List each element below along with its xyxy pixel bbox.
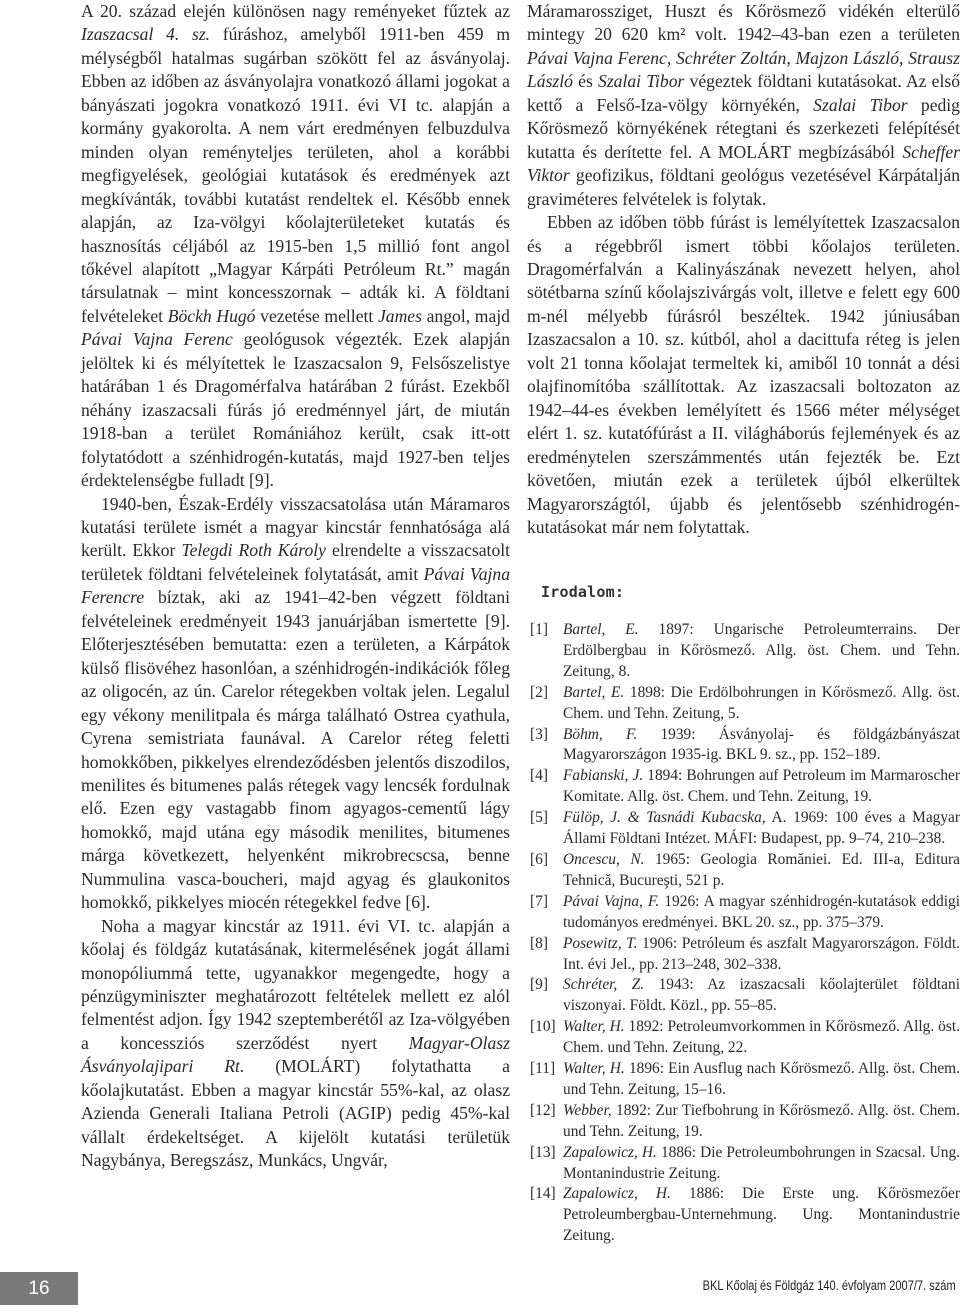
reference-number: [2] [530, 683, 548, 701]
italic-name: James [377, 305, 422, 326]
text-run: végeztek földtani kutatásokat. Az első kettő a Felső-Iza-völgy környékén, [527, 71, 960, 115]
reference-author: Posewitz, T. [563, 934, 638, 952]
journal-footer: BKL Kőolaj és Földgáz 140. évfolyam 2007/7. szám [702, 1278, 956, 1293]
reference-number: [5] [530, 809, 548, 827]
text-run: fúráshoz, amelyből 1911-ben 459 m mélységből hatalmas sugárban szökött fel az ásványolaj. Ebben az időben az ásványolajra vonatkozó állami jogokat a bányászati jogokra vonatkozó 1911. évi VI tc. alapján a kormány gyakorolta. A nem várt eredményen felbuzdulva minden olyan reményteljes területen, ahol a korábbi megfigyelések, geológiai kutatások és eredmények azt megkívánták, további kutatást rendeltek el. Később ennek alapján, az Iza-völgyi kőolajterületeket kutatás és hasznosítás céljából az 1915-ben 1,5 millió font angol tőkével alapított „Magyar Kárpáti Petróleum Rt.” magán társulatnak – mint koncesszornak – adták ki. A földtani felvételeket [81, 24, 511, 326]
reference-item [530, 892, 960, 934]
reference-text [563, 975, 960, 1017]
reference-text [563, 1143, 960, 1185]
reference-number: [9] [530, 976, 548, 994]
reference-author: Walter, H. [563, 1060, 625, 1078]
reference-item [530, 1101, 960, 1143]
text-run: 1940-ben, Észak-Erdély visszacsatolása után Máramaros kutatási területe ismét a magyar kincstár fennhatósága alá került. Ekkor [81, 493, 510, 561]
italic-name: Böckh Hugó [167, 305, 256, 326]
text-run: geológusok végezték. Ezek alapján jelöltek ki és mélyítettek le Izaszacsalon 9, Felsőszelistye határában 1 és Dragomérfalva határában 2 fúrást. Ezekből néhány izaszacsali fúrás jó eredménnyel járt, de miután 1918-ban a terület Romániához került, csak itt-ott folytatódott a szénhidrogén-kutatás, majd 1927-ben teljes érdektelenségbe fulladt [9]. [81, 329, 510, 491]
paragraph [81, 0, 510, 493]
reference-author: Fabianski, J. [563, 767, 644, 785]
reference-number: [12] [530, 1101, 556, 1119]
reference-item [530, 850, 960, 892]
italic-name: Szalai Tibor [598, 71, 685, 92]
italic-name: Izaszacsal 4. sz. [81, 24, 211, 45]
reference-text [563, 892, 960, 934]
reference-text [563, 1059, 960, 1101]
reference-author: Walter, H. [563, 1018, 625, 1036]
reference-text [563, 725, 960, 767]
reference-details: 1943: Az izaszacsali kőolajterület földtani viszonyai. Földt. Közl., pp. 55–85. [563, 976, 960, 1015]
italic-name: Pávai Vajna Ferenc, Schréter Zoltán, Majzon László, Strausz László [527, 47, 960, 92]
reference-item [530, 766, 960, 808]
reference-author: Zapalowicz, H. [563, 1143, 657, 1161]
text-run: elrendelte a visszacsatolt területek földtani felvételeinek folytatását, amit [81, 540, 511, 584]
reference-details: 1886: Die Erste ung. Kőrösmezőer Petroleumbergbau-Unternehmung. Ung. Montanindustrie Zeitung. [563, 1185, 960, 1245]
reference-author: Zapalowicz, H. [563, 1185, 671, 1203]
italic-name: Magyar-Olasz Ásványolajipari Rt. [81, 1032, 510, 1077]
reference-author: Oncescu, N. [563, 850, 645, 868]
page-number: 16 [0, 1272, 78, 1305]
reference-item [530, 1184, 960, 1247]
reference-text [563, 1184, 960, 1247]
reference-number: [11] [530, 1060, 556, 1078]
reference-details: 1906: Petróleum és aszfalt Magyarországon. Földt. Int. évi Jel., pp. 213–248, 302–338. [563, 934, 960, 973]
text-run: vezetése mellett [255, 305, 378, 326]
reference-author: Böhm, F. [563, 725, 638, 743]
reference-details: 1896: Ein Ausflug nach Kőrösmező. Allg. öst. Chem. und Tehn. Zeitung, 15–16. [563, 1060, 960, 1098]
reference-details: 1886: Die Petroleumbohrungen in Szacsal. Ung. Montanindustrie Zeitung. [563, 1143, 960, 1182]
reference-author: Pávai Vajna, F. [563, 892, 660, 910]
text-run: (MOLÁRT) folytathatta a kőolajkutatást. Ebben a magyar kincstár 55%-kal, az olasz Azienda Generali Italiana Petroli (AGIP) pedig 45%-kal vállalt érdekeltséget. A kijelölt kutatási területük Nagybánya, Beregszász, Munkács, Ungvár, [81, 1056, 510, 1171]
reference-item [530, 683, 960, 725]
italic-name: Pávai Vajna Ferencre [81, 563, 510, 608]
reference-number: [13] [530, 1143, 556, 1161]
italic-name: Telegdi Roth Károly [181, 540, 326, 561]
reference-details: 1965: Geologia Romăniei. Ed. III-a, Editura Tehnică, Bucureşti, 521 p. [563, 850, 960, 889]
left-column [81, 0, 510, 1173]
reference-number: [1] [530, 621, 548, 638]
text-run: angol, majd [421, 305, 510, 326]
paragraph [527, 211, 960, 539]
reference-item [530, 1143, 960, 1185]
reference-list [530, 620, 960, 1247]
text-run: Máramarossziget, Huszt és Kőrösmező vidékén elterülő mintegy 20 620 km² volt. 1942–43-ban ezen a területen [527, 1, 960, 45]
text-run: Noha a magyar kincstár az 1911. évi VI. tc. alapján a kőolaj és földgáz kutatásának, kitermelésének jogát állami monopóliummá tette, ugyanakkor megengedte, hogy a pénzügyminiszter meghatározott feltételek mellett ez alól felmentést adjon. Így 1942 szeptemberétől az Iza-völgyében a koncessziós szerződést nyert [81, 915, 510, 1053]
reference-text [563, 683, 960, 725]
reference-details: 1897: Ungarische Petroleumterrains. Der Erdölbergbau in Kőrösmező. Allg. öst. Chem. und Tehn. Zeitung, 8. [563, 621, 960, 680]
reference-text [563, 1101, 960, 1143]
reference-details: 1898: Die Erdölbohrungen in Kőrösmező. Allg. öst. Chem. und Tehn. Zeitung, 5. [563, 683, 960, 722]
reference-author: Schréter, Z. [563, 976, 645, 994]
reference-details: , A. 1969: 100 éves a Magyar Állami Földtani Intézet. MÁFI: Budapest, pp. 9–74, 210–238. [563, 809, 960, 848]
reference-item [530, 808, 960, 850]
text-run: és [572, 71, 599, 92]
reference-author: Webber, [563, 1101, 612, 1119]
reference-item [530, 975, 960, 1017]
reference-author: Bartel, E. [563, 621, 639, 638]
paragraph [527, 0, 960, 211]
reference-details: 1894: Bohrungen auf Petroleum im Marmaroscher Komitate. Allg. öst. Chem. und Tehn. Zeitung, 19. [563, 767, 960, 806]
references-heading: Irodalom: [541, 583, 625, 601]
reference-item [530, 1059, 960, 1101]
reference-item [530, 620, 960, 683]
reference-number: [7] [530, 892, 548, 910]
reference-item [530, 1017, 960, 1059]
reference-number: [10] [530, 1018, 556, 1036]
reference-text [563, 934, 960, 976]
text-run: bíztak, aki az 1941–42-ben végzett földtani felvételeinek eredményeit 1943 januárjában ismertette [9]. Előterjesztésében bemutatta: ezen a területen, a Kárpátok külső flisövéhez hasonlóan, a szénhidrogén-indikációk főleg az oligocén, az ún. Carelor rétegekben voltak jelen. Legalul egy vékony menilitpala és márga található Ostrea cyathula, Cyrena semistriata faunával. A Carelor réteg feletti homokkőben, pikkelyes elrendeződésben jelentős diszodilos, menilites és bitumenes palás rétegek vagy lencsék fordulnak elő. Ezen egy vastagabb finom agyagos-cementű lágy homokkő, majd utána egy második menilites, bitumenes márga következett, helyenként mikrobrecscsa, benne Nummulina vasca-boucheri, majd agyag és glaukonitos homokkő, pikkelyes miocén rétegekkel fedve [6]. [81, 587, 510, 913]
reference-author: Bartel, E. [563, 683, 625, 701]
reference-number: [8] [530, 934, 548, 952]
reference-item [530, 934, 960, 976]
reference-number: [3] [530, 725, 548, 743]
reference-number: [6] [530, 850, 548, 868]
reference-text [563, 620, 960, 683]
right-column [527, 0, 960, 539]
text-run: Ebben az időben több fúrást is lemélyítettek Izaszacsalon és a régebbről ismert többi kőolajos területen. Dragomérfalván a Kalinyászának nevezett helyen, ahol sötétbarna színű kőolajszivárgás volt, illetve e felett egy 600 m-nél mélyebb fúrásról beszéltek. 1942 júniusában Izaszacsalon a 10. sz. kútból, ahol a dacittufa réteg is jelen volt 21 tonna kőolajat termeltek ki, amiből 10 tonnát a dési olajfinomítóba szállítottak. Az izaszacsali boltozaton az 1942–44-es években lemélyített és 1566 méter mélységet elért 1. sz. kutatófúrást a II. világháborús fejlemények és az eredménytelen szerszámmentés után fejezték be. Ezt követően, miután ezek a területek újból elkerültek Magyarországtól, újabb és jelentősebb szénhidrogén-kutatásokat már nem folytattak. [527, 212, 960, 537]
text-run: geofizikus, földtani geológus vezetésével Kárpátalján graviméteres felvételek is folytak. [527, 165, 960, 209]
reference-item [530, 725, 960, 767]
italic-name: Scheffer Viktor [527, 141, 960, 186]
reference-number: [4] [530, 767, 548, 785]
reference-text [563, 766, 960, 808]
reference-author: Fülöp, J. & Tasnádi Kubacska [563, 809, 762, 827]
text-run: A 20. század elején különösen nagy reményeket fűztek az [81, 1, 510, 21]
reference-text [563, 808, 960, 850]
paragraph [81, 915, 510, 1173]
paragraph [81, 493, 510, 915]
reference-text [563, 850, 960, 892]
italic-name: Szalai Tibor [813, 94, 908, 115]
reference-details: 1926: A magyar szénhidrogén-kutatások eddigi tudományos eredményei. BKL 20. sz., pp. 375–379. [563, 892, 960, 931]
text-run: pedig Kőrösmező környékének rétegtani és szerkezeti felépítését kutatta és derítette fel. A MOLÁRT megbízásából [527, 94, 960, 162]
reference-details: 1892: Petroleumvorkommen in Kőrösmező. Allg. öst. Chem. und Tehn. Zeitung, 22. [563, 1018, 960, 1057]
reference-details: 1939: Ásványolaj- és földgázbányászat Magyarországon 1935-ig. BKL 9. sz., pp. 152–189. [563, 725, 960, 764]
reference-text [563, 1017, 960, 1059]
italic-name: Pávai Vajna Ferenc [81, 329, 233, 350]
reference-number: [14] [530, 1185, 556, 1203]
reference-details: 1892: Zur Tiefbohrung in Kőrösmező. Allg. öst. Chem. und Tehn. Zeitung, 19. [563, 1101, 960, 1140]
